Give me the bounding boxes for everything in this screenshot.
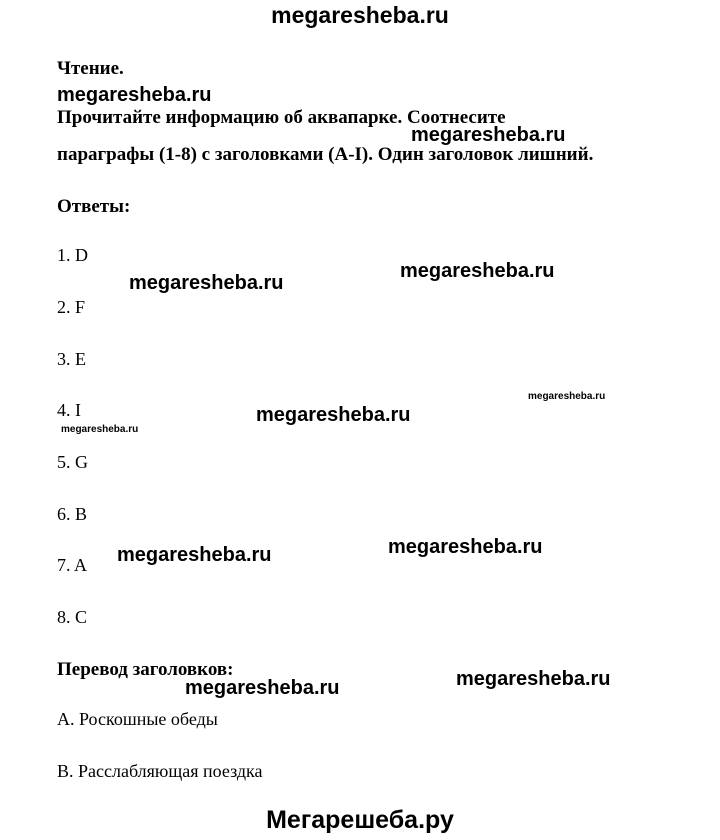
watermark: megaresheba.ru xyxy=(185,677,340,699)
task-instruction-line-1: Прочитайте информацию об аквапарке. Соотнесите xyxy=(57,107,506,128)
watermark: megaresheba.ru xyxy=(388,536,543,558)
watermark: megaresheba.ru xyxy=(528,391,606,402)
answer-item: 3. E xyxy=(57,349,86,369)
watermark: megaresheba.ru xyxy=(456,668,611,690)
translation-item: B. Расслабляющая поездка xyxy=(57,761,263,781)
site-header: megaresheba.ru xyxy=(271,2,449,28)
answers-heading: Ответы: xyxy=(57,196,131,217)
task-instruction-line-2: параграфы (1-8) с заголовками (A-I). Один заголовок лишний. xyxy=(57,144,594,165)
watermark: megaresheba.ru xyxy=(57,84,212,106)
answer-item: 2. F xyxy=(57,297,86,317)
answer-item: 6. B xyxy=(57,504,88,524)
answer-item: 1. D xyxy=(57,245,88,265)
translation-item: A. Роскошные обеды xyxy=(57,709,218,729)
watermark: megaresheba.ru xyxy=(256,404,411,426)
site-footer: Мегарешеба.ру xyxy=(266,806,454,834)
answer-item: 7. A xyxy=(57,555,88,575)
answer-item: 5. G xyxy=(57,452,88,472)
watermark: megaresheba.ru xyxy=(411,124,566,146)
translation-heading: Перевод заголовков: xyxy=(57,659,234,680)
answer-item: 8. C xyxy=(57,607,88,627)
section-title: Чтение. xyxy=(57,58,124,79)
watermark: megaresheba.ru xyxy=(61,424,139,435)
answer-item: 4. I xyxy=(57,400,81,420)
watermark: megaresheba.ru xyxy=(117,544,272,566)
watermark: megaresheba.ru xyxy=(129,272,284,294)
watermark: megaresheba.ru xyxy=(400,260,555,282)
